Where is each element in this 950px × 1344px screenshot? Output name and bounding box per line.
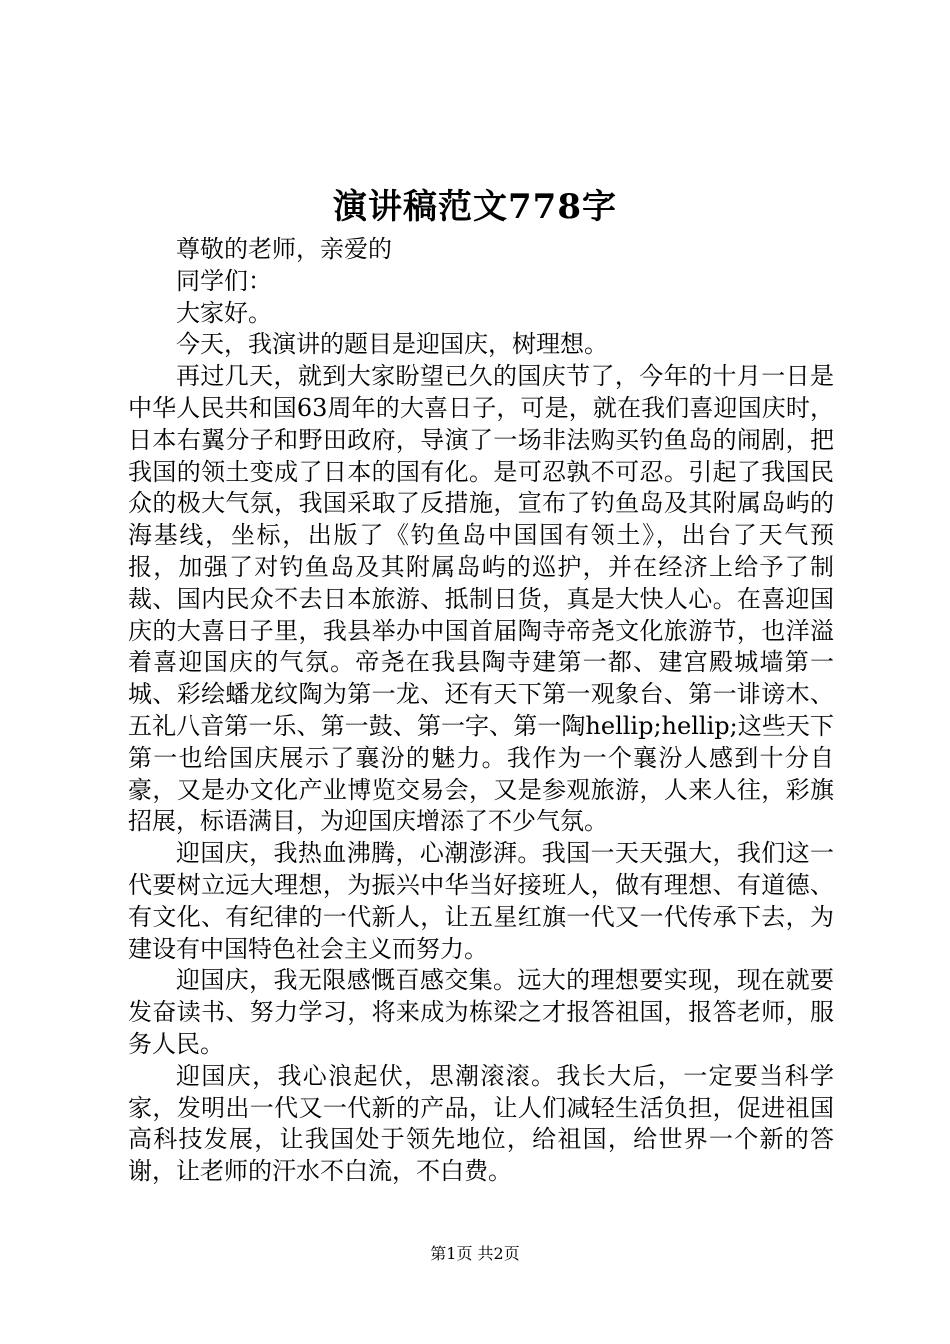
page-footer: 第1页 共2页: [430, 1244, 520, 1263]
paragraph-study: 迎国庆，我无限感慨百感交集。远大的理想要实现，现在就要发奋读书、努力学习，将来成为栋梁之才报答祖国，报答老师，服务人民。: [128, 966, 834, 1058]
paragraph-greeting-line-1: 尊敬的老师，亲爱的: [176, 235, 392, 263]
paragraph-hello: 大家好。: [176, 298, 272, 327]
paragraph-future: 迎国庆，我心浪起伏，思潮滚滚。我长大后，一定要当科学家，发明出一代又一代新的产品，让人们减轻生活负担，促进祖国高科技发展，让我国处于领先地位，给祖国，给世界一个新的答谢，让老师的汗水不白流，不白费。: [128, 1061, 834, 1186]
paragraph-greeting-line-2: 同学们：: [176, 266, 272, 295]
document-body: [128, 234, 834, 1188]
paragraph-topic: 今天，我演讲的题目是迎国庆，树理想。: [176, 330, 608, 359]
document-title: 演讲稿范文778字: [333, 187, 617, 227]
paragraph-ideal: 迎国庆，我热血沸腾，心潮澎湃。我国一天天强大，我们这一代要树立远大理想，为振兴中华当好接班人，做有理想、有道德、有文化、有纪律的一代新人，让五星红旗一代又一代传承下去，为建设有中国特色社会主义而努力。: [128, 839, 834, 963]
paragraph-main: 再过几天，就到大家盼望已久的国庆节了，今年的十月一日是中华人民共和国63周年的大喜日子，可是，就在我们喜迎国庆时，日本右翼分子和野田政府，导演了一场非法购买钓鱼岛的闹剧，把我国的领土变成了日本的国有化。是可忍孰不可忍。引起了我国民众的极大气氛，我国采取了反措施，宣布了钓鱼岛及其附属岛屿的海基线，坐标，出版了《钓鱼岛中国国有领土》，出台了天气预报，加强了对钓鱼岛及其附属岛屿的巡护，并在经济上给予了制裁、国内民众不去日本旅游、抵制日货，真是大快人心。在喜迎国庆的大喜日子里，我县举办中国首届陶寺帝尧文化旅游节，也洋溢着喜迎国庆的气氛。帝尧在我县陶寺建第一都、建宫殿城墙第一城、彩绘蟠龙纹陶为第一龙、还有天下第一观象台、第一诽谤木、五礼八音第一乐、第一鼓、第一字、第一陶hellip;hellip;这些天下第一也给国庆展示了襄汾的魅力。我作为一个襄汾人感到十分自豪，又是办文化产业博览交易会，又是参观旅游，人来人往，彩旗招展，标语满目，为迎国庆增添了不少气氛。: [128, 362, 834, 836]
